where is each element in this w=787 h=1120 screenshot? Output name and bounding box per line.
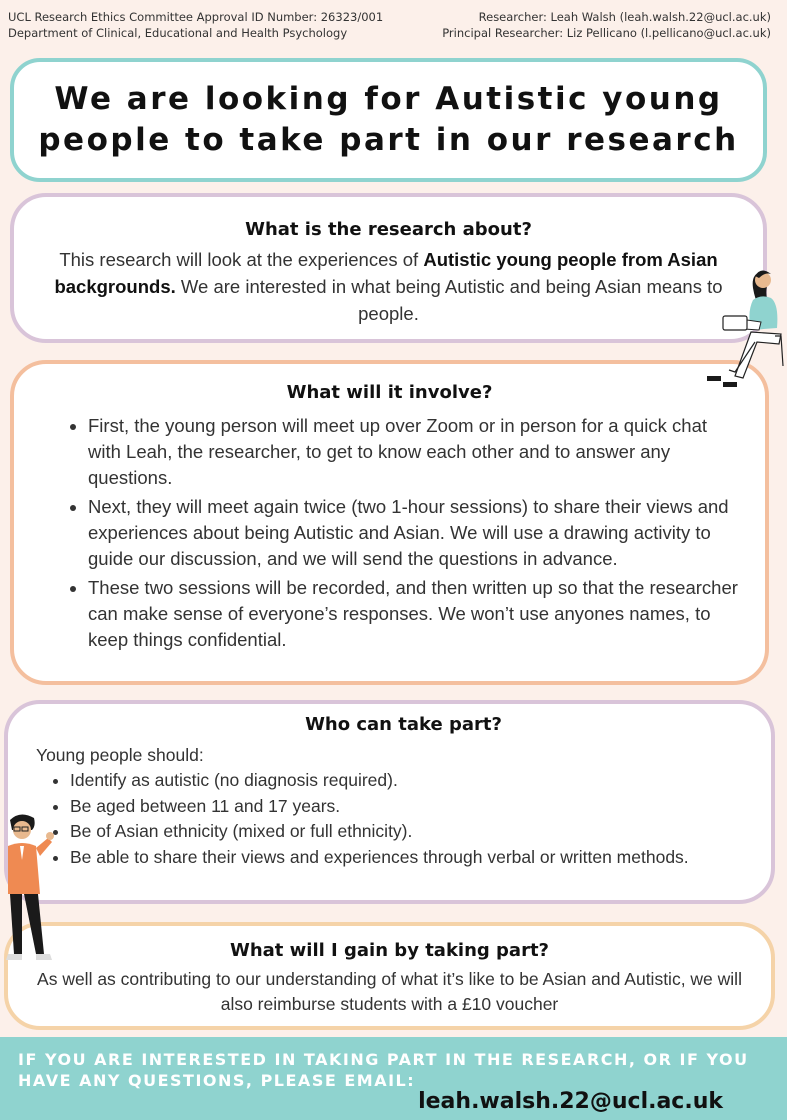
- research-about-text: [44, 246, 733, 327]
- header-right: [442, 9, 771, 41]
- list-item: • Be able to share their views and experiences through verbal or written methods.: [70, 845, 747, 871]
- principal-researcher-contact: Principal Researcher: Liz Pellicano (l.pellicano@ucl.ac.uk): [442, 26, 771, 40]
- list-item: • These two sessions will be recorded, and then written up so that the researcher can make sense of everyone’s responses. We won’t use anyones names, to keep things confidential.: [88, 575, 741, 653]
- about-text-start: This research will look at the experiences of: [59, 249, 424, 270]
- involve-card: [10, 360, 769, 685]
- ethics-approval-text: UCL Research Ethics Committee Approval ID Number: 26323/001: [8, 10, 384, 24]
- benefits-heading: What will I gain by taking part?: [229, 940, 550, 961]
- researcher-contact: Researcher: Leah Walsh (leah.walsh.22@ucl.ac.uk): [478, 10, 771, 24]
- contact-email-link[interactable]: leah.walsh.22@ucl.ac.uk: [418, 1089, 723, 1114]
- eligibility-lead: Young people should:: [36, 745, 204, 765]
- involve-heading: What will it involve?: [286, 382, 493, 403]
- eligibility-heading: Who can take part?: [305, 714, 502, 735]
- benefits-text: As well as contributing to our understanding of what it’s like to be Asian and Autistic, we will also reimburse students with a £10 voucher: [37, 969, 742, 1014]
- page-title: [38, 79, 738, 161]
- involve-list: [68, 413, 741, 653]
- contact-footer: [0, 1037, 787, 1120]
- eligibility-card: [4, 700, 775, 904]
- benefits-card: [4, 922, 775, 1030]
- contact-call-to-action: IF YOU ARE INTERESTED IN TAKING PART IN THE RESEARCH, OR IF YOU HAVE ANY QUESTIONS, PLEASE EMAIL:: [18, 1050, 749, 1090]
- list-item: • Identify as autistic (no diagnosis required).: [70, 768, 747, 794]
- research-about-heading: What is the research about?: [245, 219, 532, 240]
- man-thumbs-up-illustration: [0, 812, 64, 970]
- title-line-2: people to take part in our research: [38, 122, 739, 158]
- list-item: • Be of Asian ethnicity (mixed or full ethnicity).: [70, 819, 747, 845]
- list-item: • Next, they will meet again twice (two 1-hour sessions) to share their views and experiences about being Autistic and Asian. We will use a drawing activity to guide our discussion, and we will send the questions in advance.: [88, 494, 741, 572]
- title-line-1: We are looking for Autistic young: [54, 81, 723, 117]
- eligibility-list: [36, 768, 747, 870]
- header-left: [8, 9, 383, 41]
- title-banner: [10, 58, 767, 182]
- department-text: Department of Clinical, Educational and Health Psychology: [8, 26, 348, 40]
- woman-with-laptop-illustration: [703, 262, 787, 390]
- list-item: • Be aged between 11 and 17 years.: [70, 794, 747, 820]
- about-text-end: We are interested in what being Autistic and being Asian means to people.: [175, 276, 723, 324]
- about-text-bold: Autistic young people from Asian backgrounds.: [54, 249, 718, 297]
- research-about-card: [10, 193, 767, 343]
- list-item: • First, the young person will meet up over Zoom or in person for a quick chat with Leah, the researcher, to get to know each other and to answer any questions.: [88, 413, 741, 491]
